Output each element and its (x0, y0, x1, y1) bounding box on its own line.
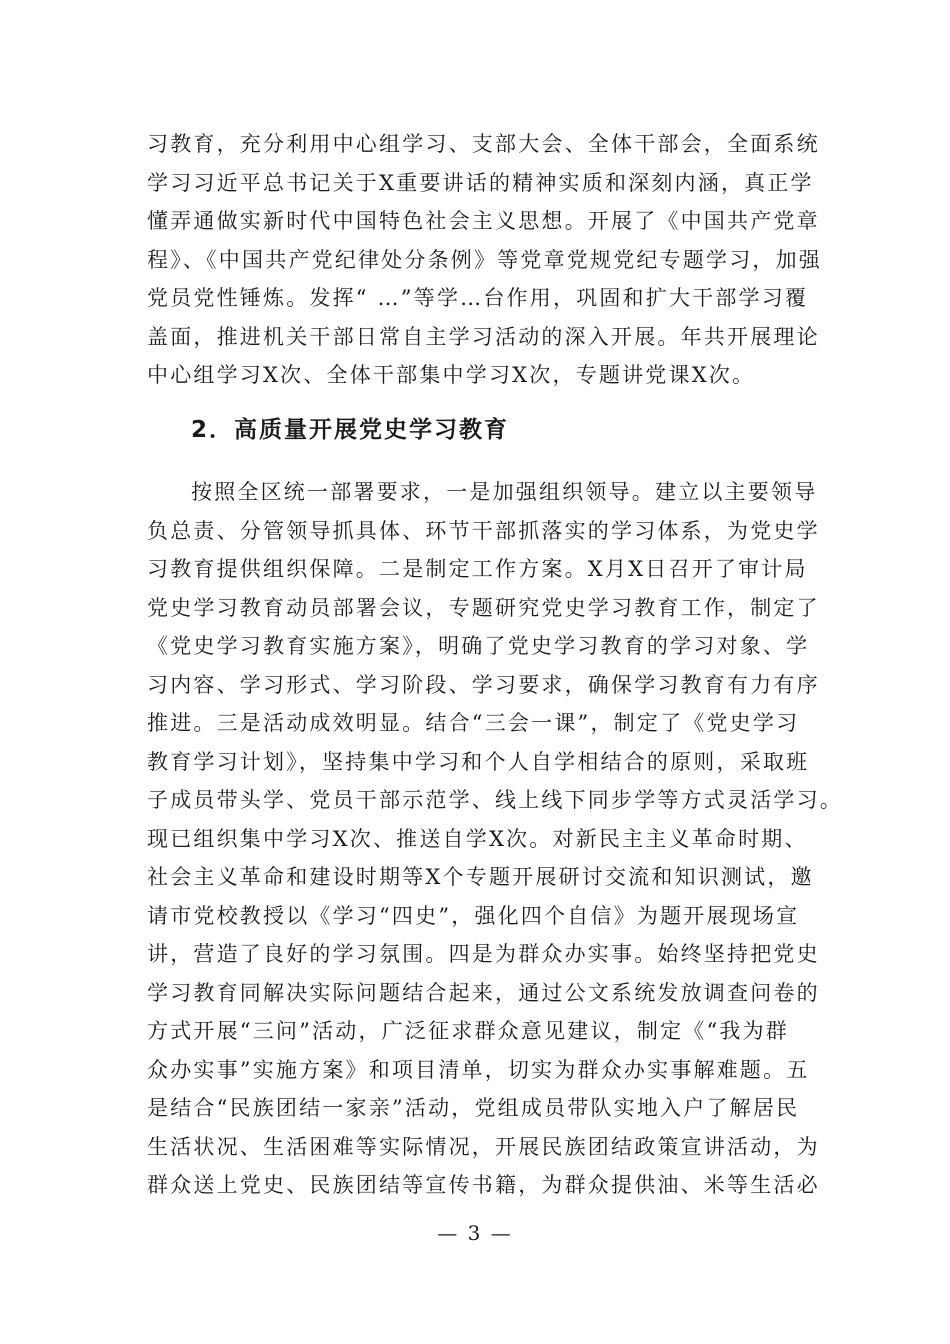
paragraph-line: 社会主义革命和建设时期等X个专题开展研讨交流和知识测试，邀 (147, 865, 814, 889)
paragraph-line: 子成员带头学、党员干部示范学、线上线下同步学等方式灵活学习。 (147, 788, 843, 812)
paragraph-line: 学习习近平总书记关于X重要讲话的精神实质和深刻内涵，真正学 (147, 170, 814, 195)
paragraph-line: 党史学习教育动员部署会议，专题研究党史学习教育工作，制定了 (147, 595, 820, 620)
paragraph-line: 生活状况、生活困难等实际情况，开展民族团结政策宣讲活动，为 (147, 1134, 820, 1159)
paragraph-line: 请市党校教授以《学习“四史”，强化四个自信》为题开展现场宣 (147, 903, 800, 928)
paragraph-line: 懂弄通做实新时代中国特色社会主义思想。开展了《中国共产党章 (147, 209, 820, 233)
paragraph-line: 讲，营造了良好的学习氛围。四是为群众办实事。始终坚持把党史 (147, 942, 820, 966)
paragraph-line: 教育学习计划》，坚持集中学习和个人自学相结合的原则，采取班 (147, 749, 810, 774)
paragraph-line: 程》、《中国共产党纪律处分条例》等党章党规党纪专题学习，加强 (147, 247, 822, 272)
paragraph-line: 习内容、学习形式、学习阶段、学习要求，确保学习教育有力有序 (147, 672, 820, 697)
paragraph-line: 《党史学习教育实施方案》，明确了党史学习教育的学习对象、学 (147, 634, 810, 658)
paragraph-line: 众办实事”实施方案》和项目清单，切实为群众办实事解难题。五 (147, 1057, 810, 1082)
page-number: — 3 — (437, 1221, 513, 1245)
paragraph-line: 方式开展“三问”活动，广泛征求群众意见建议，制定《“我为群 (147, 1019, 790, 1043)
paragraph-line: 党员党性锤炼。发挥“ …”等学…台作用，巩固和扩大干部学习覆 (147, 286, 809, 310)
paragraph-line: 习教育提供组织保障。二是制定工作方案。X月X日召开了审计局 (147, 557, 808, 581)
paragraph-line: 学习教育同解决实际问题结合起来，通过公文系统发放调查问卷的 (147, 980, 820, 1005)
paragraph-line: 推进。三是活动成效明显。结合“三会一课”，制定了《党史学习 (147, 711, 800, 735)
paragraph-line: 群众送上党史、民族团结等宣传书籍，为群众提供油、米等生活必 (147, 1173, 820, 1197)
paragraph-line: 中心组学习X次、全体干部集中学习X次，专题讲党课X次。 (147, 363, 756, 387)
paragraph-2 (147, 473, 843, 1205)
paragraph-1 (147, 125, 822, 395)
paragraph-line: 习教育，充分利用中心组学习、支部大会、全体干部会，全面系统 (147, 132, 820, 156)
paragraph-line: 负总责、分管领导抓具体、环节干部抓落实的学习体系，为党史学 (147, 518, 820, 543)
paragraph-line: 按照全区统一部署要求，一是加强组织领导。建立以主要领导 (191, 480, 818, 504)
section-heading: 2．高质量开展党史学习教育 (191, 417, 510, 443)
paragraph-line: 现已组织集中学习X次、推送自学X次。对新民主主义革命时期、 (147, 826, 808, 851)
paragraph-line: 是结合“民族团结一家亲”活动，党组成员带队实地入户了解居民 (147, 1096, 800, 1120)
paragraph-line: 盖面，推进机关干部日常自主学习活动的深入开展。年共开展理论 (147, 324, 820, 349)
